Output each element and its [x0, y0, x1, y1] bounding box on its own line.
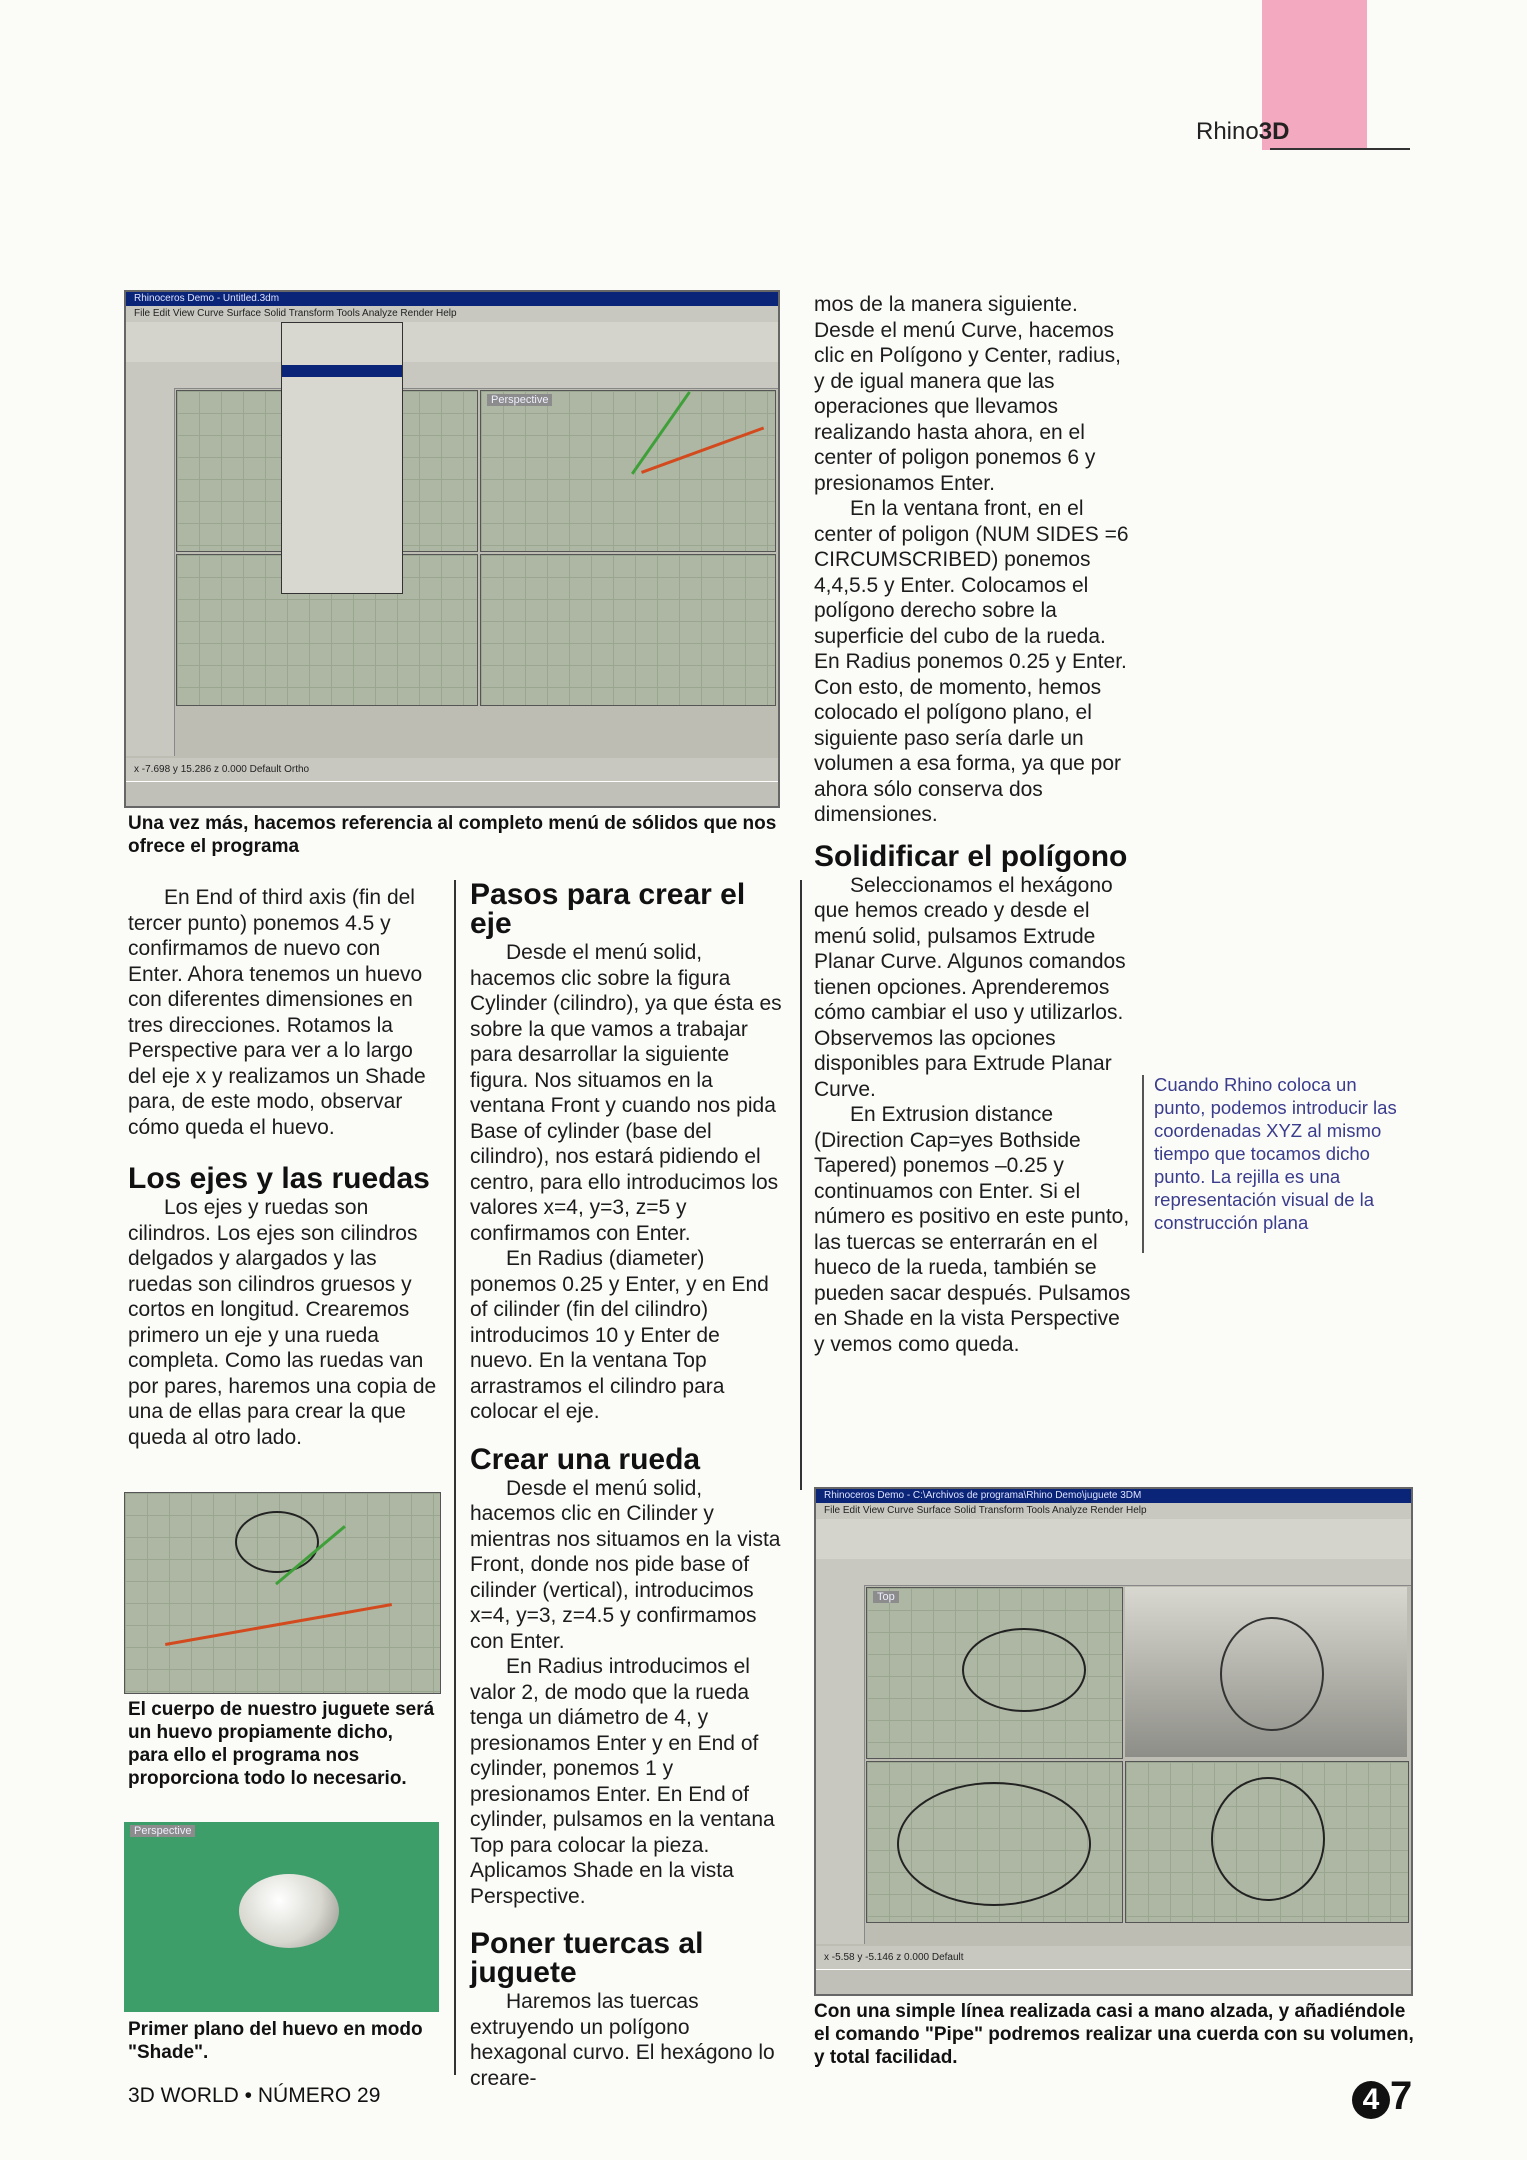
taskbar [126, 781, 778, 806]
image-egg-shaded [124, 1822, 439, 2012]
left-toolbox [126, 388, 175, 756]
paragraph: En Extrusion distance (Direction Cap=yes Bothside Tapered) ponemos –0.25 y continuamos con Enter. Si el número es positivo en este punto, las tuercas se enterrarán en el hueco de la rueda, también se pueden sacar después. Pulsamos en Shade en la vista Perspective y vemos como queda. [814, 1103, 1131, 1356]
viewport-label: Perspective [487, 394, 552, 406]
running-header: Rhino3D [1196, 118, 1290, 145]
header-rule [1270, 148, 1410, 150]
screenshot-pipe-rope [814, 1487, 1413, 1996]
paragraph: Haremos las tuercas extruyendo un polígono hexagonal curvo. El hexágono lo creare- [470, 1990, 775, 2090]
viewport-top [866, 1587, 1123, 1759]
status-bar: x -5.58 y -5.146 z 0.000 Default [816, 1946, 1411, 1970]
heading-rueda: Crear una rueda [470, 1442, 701, 1476]
screenshot-solid-menu [124, 290, 780, 808]
taskbar [816, 1969, 1411, 1994]
viewport-label: Top [873, 1591, 899, 1603]
axis-line-red [165, 1603, 392, 1646]
page-number [1352, 2074, 1412, 2119]
paragraph: Desde el menú solid, hacemos clic en Cilinder y mientras nos situamos en la vista Front, donde nos pide base of cilinder (vertical), introducimos x=4, y=3, z=4.5 y confirmamos con Enter. [470, 1476, 781, 1653]
command-area [816, 1519, 1411, 1560]
paragraph: Observemos las opciones disponibles para Extrude Planar Curve. [814, 1026, 1112, 1101]
page-number-digit: 7 [1390, 2074, 1413, 2118]
paragraph: mos de la manera siguiente. Desde el menú Curve, hacemos clic en Polígono y Center, radius, y de igual manera que las operaciones que llevamos realizando hasta ahora, en el center of poligon ponemos 6 y presionamos Enter. [814, 293, 1122, 495]
paragraph: Los ejes y ruedas son cilindros. Los ejes son cilindros delgados y alargados y las ruedas son cilindros gruesos y cortos en longitud. Crearemos primero un eje y una rueda completa. Como las ruedas van por pares, haremos una copia de una de ellas para crear la que queda al otro lado. [128, 1196, 437, 1449]
paragraph: En la ventana front, en el center of poligon (NUM SIDES =6 CIRCUMSCRIBED) ponemos 4,4,5.5 y Enter. Colocamos el polígono derecho sobre la superficie del cubo de la rueda. En Radius ponemos 0.25 y Enter. Con esto, de momento, hemos colocado el polígono plano, el siguiente paso sería darle un volumen a esa forma, ya que por ahora sólo conserva dos dimensiones. [814, 497, 1129, 826]
left-toolbox [816, 1585, 865, 1944]
heading-ejes: Los ejes y las ruedas [128, 1162, 430, 1195]
paragraph: En Radius introducimos el valor 2, de modo que la rueda tenga un diámetro de 4, y presionamos Enter y en End of cylinder, ponemos 1 y presionamos Enter. En End of cylinder, pulsamos en la ventana Top para colocar la pieza. Aplicamos Shade en la vista Perspective. [470, 1655, 775, 1908]
toy-outline [897, 1782, 1091, 1906]
caption-egg-shade: Primer plano del huevo en modo "Shade". [128, 2019, 423, 2063]
toolbar [816, 1559, 1411, 1586]
toy-wireframe [1220, 1617, 1324, 1731]
viewport-bottom-right [480, 554, 776, 706]
image-egg-wireframe [124, 1492, 441, 1694]
paragraph: Seleccionamos el hexágono que hemos creado y desde el menú solid, pulsamos Extrude Planar Curve. Algunos comandos tienen opciones. Aprenderemos cómo cambiar el uso y utilizarlos. [814, 873, 1126, 1024]
heading-solidificar: Solidificar el polígono [814, 839, 1128, 873]
viewport-perspective-shaded [1125, 1587, 1407, 1757]
window-titlebar: Rhinoceros Demo - C:\Archivos de programa\Rhino Demo\juguete 3DM [816, 1489, 1411, 1503]
paragraph: Desde el menú solid, hacemos clic sobre la figura Cylinder (cilindro), ya que ésta es sobre la que vamos a trabajar para desarrollar la siguiente figura. Nos situamos en la ventana Front y cuando nos pida Base of cylinder (base del cilindro), nos estará pidiendo el centro, para ello introducimos los valores x=4, y=3, z=5 y confirmamos con Enter. [470, 941, 782, 1245]
menu-bar: File Edit View Curve Surface Solid Transform Tools Analyze Render Help [126, 306, 778, 322]
caption-bottom-screenshot: Con una simple línea realizada casi a mano alzada, y añadiéndole el comando "Pipe" podremos realizar una cuerda con su volumen, y total facilidad. [814, 2001, 1414, 2068]
footer-magazine: 3D WORLD • NÚMERO 29 [128, 2084, 381, 2107]
viewport-label: Perspective [130, 1825, 195, 1837]
viewport-front [866, 1761, 1123, 1923]
column-2 [470, 870, 785, 2091]
column-1 [128, 885, 438, 1450]
viewport-perspective [480, 390, 776, 552]
solid-menu-dropdown [281, 322, 403, 594]
axis-line-green [631, 391, 691, 475]
column-divider [454, 880, 456, 2075]
page-number-circle: 4 [1352, 2081, 1390, 2119]
caption-top-screenshot: Una vez más, hacemos referencia al completo menú de sólidos que nos ofrece el programa [128, 813, 777, 857]
toolbar [126, 362, 778, 389]
status-bar: x -7.698 y 15.286 z 0.000 Default Ortho [126, 758, 778, 782]
paragraph: En Radius (diameter) ponemos 0.25 y Enter, y en End of cilinder (fin del cilindro) introducimos 10 y Enter de nuevo. En la ventana Top arrastramos el cilindro para colocar el eje. [470, 1247, 769, 1423]
heading-tuercas: Poner tuercas al juguete [470, 1927, 704, 1989]
column-divider [800, 880, 802, 1490]
viewport-right [1125, 1761, 1409, 1923]
egg-wireframe-outline [235, 1511, 319, 1573]
column-3 [814, 292, 1134, 1357]
window-titlebar: Rhinoceros Demo - Untitled.3dm [126, 292, 778, 306]
egg-shaded [239, 1874, 339, 1948]
toy-outline [962, 1628, 1086, 1712]
command-area [126, 322, 778, 363]
paragraph: En End of third axis (fin del tercer punto) ponemos 4.5 y confirmamos de nuevo con Enter. Ahora tenemos un huevo con diferentes dimensiones en tres direcciones. Rotamos la Perspective para ver a lo largo del eje x y realizamos un Shade para, de este modo, observar cómo queda el huevo. [128, 886, 426, 1139]
heading-pasos: Pasos para crear el eje [470, 878, 746, 940]
sidenote: Cuando Rhino coloca un punto, podemos introducir las coordenadas XYZ al mismo tiempo que tocamos dicho punto. La rejilla es una representación visual de la construcción plana [1154, 1074, 1397, 1233]
toy-outline [1211, 1777, 1325, 1901]
menu-bar: File Edit View Curve Surface Solid Transform Tools Analyze Render Help [816, 1503, 1411, 1519]
caption-egg-wire: El cuerpo de nuestro juguete será un huevo propiamente dicho, para ello el programa nos proporciona todo lo necesario. [128, 1699, 435, 1789]
sidenote-rule [1142, 1075, 1144, 1253]
